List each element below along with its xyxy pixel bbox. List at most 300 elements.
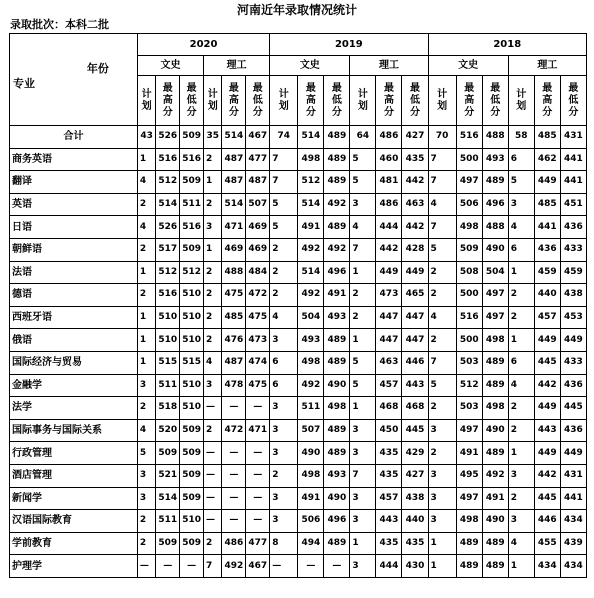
cell-value: 3 (350, 487, 376, 510)
cell-value: 5 (350, 351, 376, 374)
cell-value: 436 (560, 216, 586, 239)
major-name: 学前教育 (10, 532, 138, 555)
cell-value: 516 (156, 284, 180, 307)
cell-value: — (180, 555, 204, 578)
cell-value: 5 (350, 148, 376, 171)
cell-value: 3 (204, 216, 222, 239)
cell-value: 445 (560, 397, 586, 420)
cell-value: 485 (534, 193, 560, 216)
major-name: 俄语 (10, 329, 138, 352)
cell-value: 2 (204, 306, 222, 329)
metric-header (180, 76, 204, 126)
cell-value: 500 (456, 148, 482, 171)
cell-value: 2 (428, 284, 456, 307)
cell-value: 493 (324, 464, 350, 487)
cell-value: 463 (402, 193, 428, 216)
cell-value: — (204, 464, 222, 487)
metric-header-label: 计划 (141, 88, 152, 112)
metric-header (482, 76, 508, 126)
cell-value: 3 (270, 397, 298, 420)
cell-value: — (204, 510, 222, 533)
cell-value: 2 (137, 193, 155, 216)
cell-value: 487 (246, 171, 270, 194)
cell-value: 7 (428, 351, 456, 374)
cell-value: 489 (324, 216, 350, 239)
cell-value: 2 (508, 397, 534, 420)
table-row (10, 532, 587, 555)
cell-value: 441 (534, 216, 560, 239)
cell-value: 469 (246, 216, 270, 239)
cell-value: 484 (246, 261, 270, 284)
cell-value: 486 (376, 193, 402, 216)
cell-value: 436 (560, 419, 586, 442)
cell-value: — (222, 464, 246, 487)
table-row (10, 148, 587, 171)
cell-value: 475 (246, 306, 270, 329)
cell-value: 520 (156, 419, 180, 442)
cell-value: 510 (180, 329, 204, 352)
cell-value: 489 (482, 555, 508, 578)
table-row (10, 419, 587, 442)
cell-value: 521 (156, 464, 180, 487)
cell-value: 431 (560, 126, 586, 149)
metric-header-label: 最低分 (331, 82, 342, 118)
cell-value: 439 (560, 532, 586, 555)
cell-value: 490 (324, 487, 350, 510)
cell-value: 4 (428, 193, 456, 216)
metric-header (298, 76, 324, 126)
cell-value: 4 (137, 419, 155, 442)
cell-value: 489 (482, 374, 508, 397)
table-row (10, 442, 587, 465)
major-name: 德语 (10, 284, 138, 307)
cell-value: 498 (298, 148, 324, 171)
cell-value: 496 (324, 510, 350, 533)
cell-value: 459 (534, 261, 560, 284)
cell-value: 489 (324, 442, 350, 465)
cell-value: 442 (534, 374, 560, 397)
cell-value: 444 (376, 216, 402, 239)
cell-value: 3 (350, 419, 376, 442)
cell-value: 490 (482, 510, 508, 533)
cell-value: 35 (204, 126, 222, 149)
year-header: 2020 (137, 34, 269, 56)
metric-header-label: 最低分 (252, 82, 263, 118)
cell-value: 492 (298, 238, 324, 261)
cell-value: 7 (270, 171, 298, 194)
cell-value: 1 (508, 442, 534, 465)
cell-value: 6 (508, 148, 534, 171)
cell-value: 496 (324, 261, 350, 284)
cell-value: 438 (560, 284, 586, 307)
cell-value: 459 (560, 261, 586, 284)
cell-value: — (270, 555, 298, 578)
cell-value: 433 (560, 238, 586, 261)
cell-value: 514 (156, 193, 180, 216)
batch-label: 录取批次：本科二批 (10, 18, 109, 31)
cell-value: 3 (270, 442, 298, 465)
cell-value: 516 (180, 148, 204, 171)
cell-value: 2 (350, 284, 376, 307)
metric-header-label: 计划 (357, 88, 368, 112)
metric-header (534, 76, 560, 126)
cell-value: 497 (456, 171, 482, 194)
cell-value: 489 (324, 419, 350, 442)
metric-header-label: 最高分 (542, 82, 553, 118)
cell-value: 475 (222, 284, 246, 307)
table-row (10, 510, 587, 533)
track-header: 文史 (428, 56, 508, 76)
metric-header (402, 76, 428, 126)
major-name: 英语 (10, 193, 138, 216)
cell-value: 493 (324, 306, 350, 329)
cell-value: — (137, 555, 155, 578)
cell-value: 442 (402, 171, 428, 194)
cell-value: 1 (350, 397, 376, 420)
cell-value: 2 (270, 261, 298, 284)
cell-value: 497 (482, 306, 508, 329)
table-row (10, 351, 587, 374)
cell-value: 457 (534, 306, 560, 329)
track-header: 文史 (270, 56, 350, 76)
cell-value: 509 (180, 126, 204, 149)
cell-value: 511 (180, 193, 204, 216)
cell-value: 1 (137, 306, 155, 329)
cell-value: 4 (350, 216, 376, 239)
cell-value: 7 (428, 216, 456, 239)
cell-value: — (298, 555, 324, 578)
cell-value: 514 (222, 193, 246, 216)
cell-value: 446 (534, 510, 560, 533)
metric-header (508, 76, 534, 126)
cell-value: 2 (137, 397, 155, 420)
cell-value: 497 (456, 487, 482, 510)
track-header: 文史 (137, 56, 203, 76)
cell-value: 489 (324, 171, 350, 194)
cell-value: 457 (376, 487, 402, 510)
cell-value: 434 (560, 555, 586, 578)
cell-value: 512 (180, 261, 204, 284)
cell-value: 489 (482, 171, 508, 194)
cell-value: 1 (350, 532, 376, 555)
cell-value: 2 (428, 442, 456, 465)
cell-value: 3 (508, 464, 534, 487)
cell-value: — (222, 397, 246, 420)
major-name: 国际经济与贸易 (10, 351, 138, 374)
cell-value: — (204, 487, 222, 510)
cell-value: 443 (534, 419, 560, 442)
cell-value: 4 (137, 171, 155, 194)
metric-header (456, 76, 482, 126)
cell-value: 442 (534, 464, 560, 487)
cell-value: 435 (376, 464, 402, 487)
cell-value: 1 (204, 171, 222, 194)
cell-value: 2 (428, 397, 456, 420)
cell-value: 5 (270, 216, 298, 239)
cell-value: 509 (156, 442, 180, 465)
cell-value: 440 (402, 510, 428, 533)
cell-value: 473 (246, 329, 270, 352)
cell-value: 492 (324, 193, 350, 216)
cell-value: 2 (270, 464, 298, 487)
cell-value: — (204, 442, 222, 465)
cell-value: 431 (560, 464, 586, 487)
major-name: 日语 (10, 216, 138, 239)
cell-value: 1 (508, 555, 534, 578)
cell-value: 3 (350, 510, 376, 533)
cell-value: 58 (508, 126, 534, 149)
cell-value: 512 (156, 261, 180, 284)
major-header-label: 专业 (13, 76, 35, 90)
table-row (10, 216, 587, 239)
cell-value: 496 (482, 193, 508, 216)
cell-value: 2 (270, 284, 298, 307)
cell-value: 4 (508, 374, 534, 397)
cell-value: 515 (180, 351, 204, 374)
cell-value: 510 (180, 306, 204, 329)
cell-value: 2 (204, 193, 222, 216)
metric-header (560, 76, 586, 126)
table-row (10, 261, 587, 284)
major-name: 法学 (10, 397, 138, 420)
cell-value: 468 (376, 397, 402, 420)
cell-value: 2 (270, 238, 298, 261)
cell-value: 489 (324, 329, 350, 352)
cell-value: 498 (482, 329, 508, 352)
cell-value: 2 (204, 284, 222, 307)
major-name: 新闻学 (10, 487, 138, 510)
cell-value: 473 (376, 284, 402, 307)
cell-value: 489 (324, 532, 350, 555)
cell-value: 509 (180, 238, 204, 261)
cell-value: 449 (534, 397, 560, 420)
cell-value: 514 (298, 193, 324, 216)
cell-value: 508 (456, 261, 482, 284)
cell-value: 435 (376, 532, 402, 555)
cell-value: 447 (402, 306, 428, 329)
cell-value: 3 (428, 419, 456, 442)
cell-value: 3 (350, 193, 376, 216)
cell-value: 516 (156, 148, 180, 171)
cell-value: 70 (428, 126, 456, 149)
cell-value: 447 (402, 329, 428, 352)
cell-value: 1 (350, 261, 376, 284)
major-name: 金融学 (10, 374, 138, 397)
cell-value: 507 (246, 193, 270, 216)
cell-value: 509 (180, 442, 204, 465)
major-name: 朝鲜语 (10, 238, 138, 261)
cell-value: 443 (402, 374, 428, 397)
track-header: 理工 (204, 56, 270, 76)
cell-value: 441 (560, 487, 586, 510)
metric-header-label: 计划 (207, 88, 218, 112)
table-row (10, 329, 587, 352)
cell-value: 1 (137, 261, 155, 284)
cell-value: 5 (350, 171, 376, 194)
cell-value: — (222, 510, 246, 533)
cell-value: 4 (137, 216, 155, 239)
cell-value: 3 (204, 374, 222, 397)
cell-value: 481 (376, 171, 402, 194)
cell-value: 510 (180, 397, 204, 420)
cell-value: 43 (137, 126, 155, 149)
cell-value: 435 (402, 148, 428, 171)
cell-value: 438 (402, 487, 428, 510)
cell-value: 443 (376, 510, 402, 533)
cell-value: 5 (350, 374, 376, 397)
cell-value: 5 (270, 193, 298, 216)
cell-value: 2 (137, 284, 155, 307)
cell-value: 492 (298, 374, 324, 397)
cell-value: 5 (137, 442, 155, 465)
cell-value: 476 (222, 329, 246, 352)
cell-value: 3 (270, 487, 298, 510)
metric-header-label: 最高分 (383, 82, 394, 118)
year-header: 2018 (428, 34, 586, 56)
admission-table (9, 33, 587, 578)
cell-value: 492 (482, 464, 508, 487)
cell-value: 4 (428, 306, 456, 329)
cell-value: 4 (508, 532, 534, 555)
metric-header-label: 最低分 (409, 82, 420, 118)
cell-value: 2 (508, 306, 534, 329)
cell-value: 435 (402, 532, 428, 555)
cell-value: 449 (534, 329, 560, 352)
cell-value: 457 (376, 374, 402, 397)
metric-header-label: 最低分 (186, 82, 197, 118)
cell-value: 472 (222, 419, 246, 442)
cell-value: 3 (137, 464, 155, 487)
cell-value: 475 (246, 374, 270, 397)
cell-value: 512 (156, 171, 180, 194)
cell-value: 468 (402, 397, 428, 420)
cell-value: 490 (482, 238, 508, 261)
cell-value: 500 (456, 284, 482, 307)
major-name: 行政管理 (10, 442, 138, 465)
page-title: 河南近年录取情况统计 (236, 3, 357, 17)
cell-value: 446 (402, 351, 428, 374)
cell-value: 509 (156, 532, 180, 555)
cell-value: 491 (298, 216, 324, 239)
cell-value: 503 (456, 351, 482, 374)
cell-value: 462 (534, 148, 560, 171)
cell-value: 5 (428, 238, 456, 261)
metric-header (246, 76, 270, 126)
cell-value: 488 (222, 261, 246, 284)
cell-value: 493 (482, 148, 508, 171)
cell-value: 6 (270, 374, 298, 397)
cell-value: 469 (222, 238, 246, 261)
cell-value: 428 (402, 238, 428, 261)
cell-value: 434 (560, 510, 586, 533)
major-name: 国际事务与国际关系 (10, 419, 138, 442)
metric-header (376, 76, 402, 126)
cell-value: 2 (137, 510, 155, 533)
cell-value: 491 (298, 487, 324, 510)
table-row (10, 193, 587, 216)
table-row (10, 555, 587, 578)
cell-value: 500 (456, 329, 482, 352)
cell-value: 510 (180, 374, 204, 397)
cell-value: 510 (156, 329, 180, 352)
cell-value: 509 (180, 487, 204, 510)
cell-value: 1 (508, 261, 534, 284)
cell-value: 495 (456, 464, 482, 487)
table-row (10, 171, 587, 194)
cell-value: 440 (534, 284, 560, 307)
cell-value: 509 (180, 532, 204, 555)
cell-value: 509 (180, 171, 204, 194)
cell-value: 489 (482, 442, 508, 465)
cell-value: 449 (560, 442, 586, 465)
cell-value: 1 (137, 329, 155, 352)
cell-value: 436 (560, 374, 586, 397)
cell-value: 447 (376, 329, 402, 352)
total-label: 合计 (10, 126, 138, 149)
cell-value: 444 (376, 555, 402, 578)
cell-value: 1 (350, 329, 376, 352)
cell-value: 453 (560, 306, 586, 329)
cell-value: 516 (180, 216, 204, 239)
cell-value: 465 (402, 284, 428, 307)
cell-value: 487 (222, 148, 246, 171)
cell-value: 497 (482, 284, 508, 307)
cell-value: 467 (246, 555, 270, 578)
cell-value: 455 (534, 532, 560, 555)
cell-value: 485 (534, 126, 560, 149)
cell-value: 491 (324, 284, 350, 307)
cell-value: 442 (402, 216, 428, 239)
cell-value: 489 (324, 351, 350, 374)
cell-value: 441 (560, 148, 586, 171)
cell-value: 5 (508, 171, 534, 194)
cell-value: 1 (204, 238, 222, 261)
cell-value: — (222, 487, 246, 510)
cell-value: 511 (298, 397, 324, 420)
cell-value: 471 (246, 419, 270, 442)
metric-header (428, 76, 456, 126)
major-name: 翻译 (10, 171, 138, 194)
cell-value: 498 (298, 351, 324, 374)
cell-value: 7 (204, 555, 222, 578)
cell-value: 430 (402, 555, 428, 578)
cell-value: 515 (156, 351, 180, 374)
cell-value: 492 (298, 284, 324, 307)
cell-value: 498 (324, 397, 350, 420)
cell-value: 512 (298, 171, 324, 194)
cell-value: 3 (270, 510, 298, 533)
cell-value: 7 (350, 238, 376, 261)
cell-value: 485 (222, 306, 246, 329)
cell-value: 3 (137, 374, 155, 397)
cell-value: 3 (428, 464, 456, 487)
cell-value: 463 (376, 351, 402, 374)
cell-value: 493 (298, 329, 324, 352)
cell-value: 435 (376, 442, 402, 465)
cell-value: 2 (428, 261, 456, 284)
cell-value: 2 (508, 284, 534, 307)
cell-value: 64 (350, 126, 376, 149)
cell-value: 503 (456, 397, 482, 420)
track-header: 理工 (508, 56, 586, 76)
cell-value: 6 (508, 238, 534, 261)
cell-value: 3 (350, 555, 376, 578)
cell-value: 490 (482, 419, 508, 442)
cell-value: — (246, 510, 270, 533)
year-header: 2019 (270, 34, 428, 56)
cell-value: 2 (204, 532, 222, 555)
cell-value: 6 (270, 351, 298, 374)
